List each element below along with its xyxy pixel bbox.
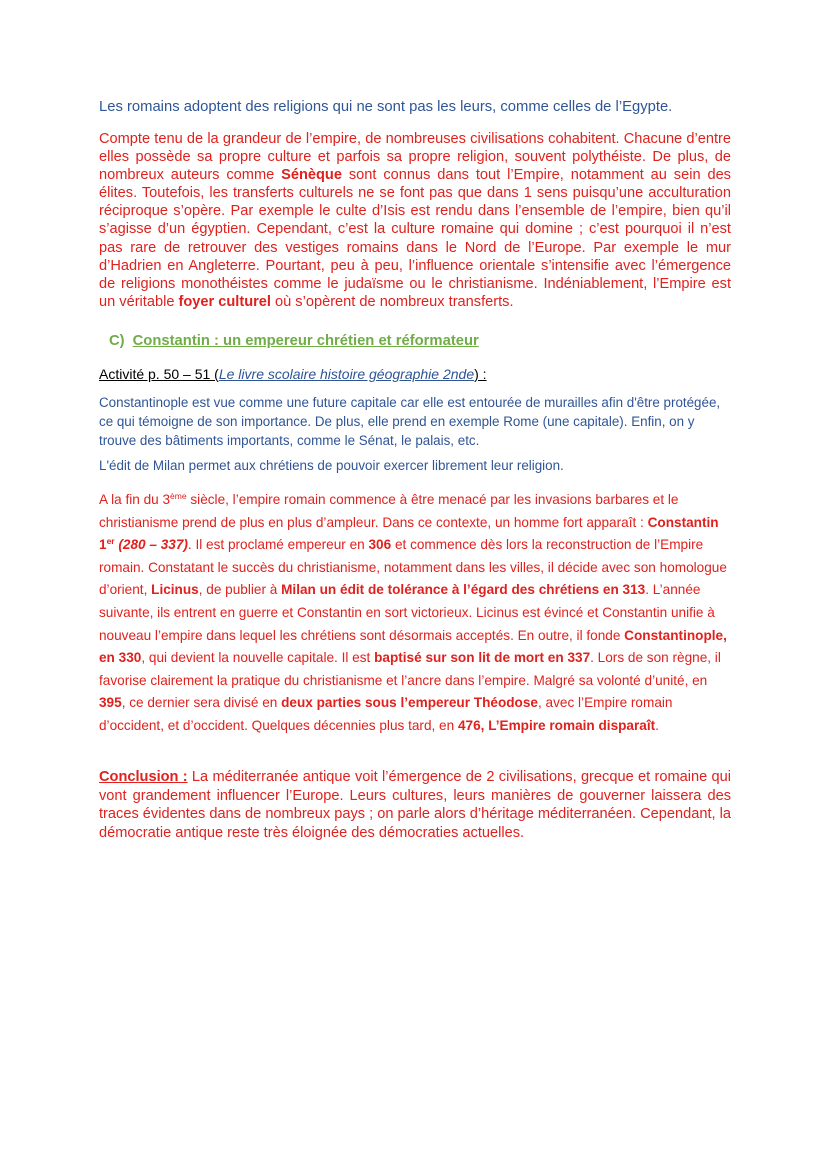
conclusion-label: Conclusion :	[99, 769, 188, 785]
keyword-baptise: baptisé sur son lit de mort en 337	[374, 650, 591, 666]
activity-source: Le livre scolaire histoire géographie 2nde	[218, 366, 475, 382]
constantin-paragraph	[99, 489, 731, 738]
keyword-edit-milan: Milan un édit de tolérance à l’égard des chrétiens en 313	[281, 582, 646, 598]
activity-suffix: ) :	[474, 366, 487, 382]
para2-t10: , avec l’Empire romain d’occident, et d’occident. Quelques décennies plus tard, en	[99, 695, 673, 733]
para2-t1-sup: ème	[170, 491, 187, 501]
keyword-licinus: Licinus	[151, 582, 199, 598]
para2-t1: A la fin du 3	[99, 492, 171, 507]
keyword-constantinople: Constantinople, en 330	[99, 627, 727, 666]
section-heading-c	[109, 333, 479, 349]
milan-answer: L'édit de Milan permet aux chrétiens de pouvoir exercer librement leur religion.	[99, 458, 564, 473]
para2-t4: et commence dès lors la reconstruction de l’Empire romain. Constatant le succès du christianisme, notamment dans les villes, il décide avec son homologue d’orient,	[99, 537, 727, 598]
keyword-constantin: Constantin 1	[99, 514, 719, 553]
para1-text-e: où s’opèrent de nombreux transferts.	[270, 293, 514, 310]
para2-t2: siècle, l’empire romain commence à être menacé par les invasions barbares et le christianisme prend de plus en plus d’ampleur. Dans ce contexte, un homme fort apparaît :	[99, 492, 679, 530]
para2-t11: .	[655, 717, 659, 733]
para2-t3: . Il est proclamé empereur en	[187, 537, 369, 553]
keyword-foyer-culturel: foyer culturel	[178, 293, 271, 310]
section-letter: C)	[109, 333, 125, 349]
para1-text-c: sont connus dans tout l’Empire, notamment au sein des élites. Toutefois, les transferts culturels ne se font pas que dans 1 sens puisqu’une acculturation réciproque s’opère. Par exemple le culte d’Isis est rendu dans l’ensemble de l’empire, bien qu’il s’agisse d’un égyptien. Cependant, c’est la culture romaine qui domine ; c’est pourquoi il n’est pas rare de retrouver des vestiges romains dans le Nord de l’Europe. Par exemple le mur d’Hadrien en Angleterre. Pourtant, peu à peu, l’influence orientale s’intensifie avec l’émergence de religions monothéistes comme le judaïsme ou le christianisme. Indéniablement, l’Empire est un véritable	[99, 167, 731, 310]
para2-t7: , qui devient la nouvelle capitale. Il est	[141, 650, 375, 666]
para2-t5: , de publier à	[198, 582, 282, 598]
conclusion-paragraph	[99, 768, 731, 842]
cultural-transfers-paragraph	[99, 130, 731, 311]
section-title: Constantin : un empereur chrétien et réformateur	[132, 333, 479, 349]
para2-t6: . L’année suivante, ils entrent en guerre et Constantin en sort victorieux. Licinus est évincé et Constantin unifie à nouveau l’empire dans lequel les chrétiens sont désormais acceptés. En outre, il fonde	[99, 582, 715, 643]
intro-paragraph: Les romains adoptent des religions qui ne sont pas les leurs, comme celles de l’Egypte.	[99, 99, 673, 115]
keyword-395: 395	[99, 695, 122, 711]
keyword-306: 306	[368, 537, 392, 553]
keyword-constantin-sup: er	[106, 536, 115, 547]
keyword-seneque: Sénèque	[281, 167, 342, 184]
activity-reference	[99, 366, 487, 382]
keyword-deux-parties: deux parties sous l’empereur Théodose	[281, 695, 538, 711]
conclusion-text: La méditerranée antique voit l’émergence de 2 civilisations, grecque et romaine qui vont grandement influencer l’Europe. Leurs cultures, leurs manières de gouverner laissera des traces évidentes dans de nombreux pays ; on parle alors d’héritage méditerranéen. Cependant, la démocratie antique reste très éloignée des démocraties actuelles.	[99, 769, 731, 841]
activity-prefix: Activité p. 50 – 51 (	[99, 366, 219, 382]
para2-t8: . Lors de son règne, il favorise clairement la pratique du christianisme et l’ancre dans l’empire. Malgré sa volonté d’unité, en	[99, 650, 721, 688]
keyword-dates: (280 – 337)	[114, 537, 188, 553]
keyword-476: 476, L’Empire romain disparaît	[457, 717, 656, 733]
constantinople-answer: Constantinople est vue comme une future capitale car elle est entourée de murailles afin d'être protégée, ce qui témoigne de son importance. De plus, elle prend en exemple Rome (une capitale). Enfin, on y trouve des bâtiments importants, comme le Sénat, le palais, etc.	[99, 395, 721, 449]
para2-t9: , ce dernier sera divisé en	[121, 695, 282, 711]
para1-text-a: Compte tenu de la grandeur de l’empire, de nombreuses civilisations cohabitent. Chacune d’entre elles possède sa propre culture et parfois sa propre religion, souvent polythéiste. De plus, de nombreux auteurs comme	[99, 131, 731, 184]
